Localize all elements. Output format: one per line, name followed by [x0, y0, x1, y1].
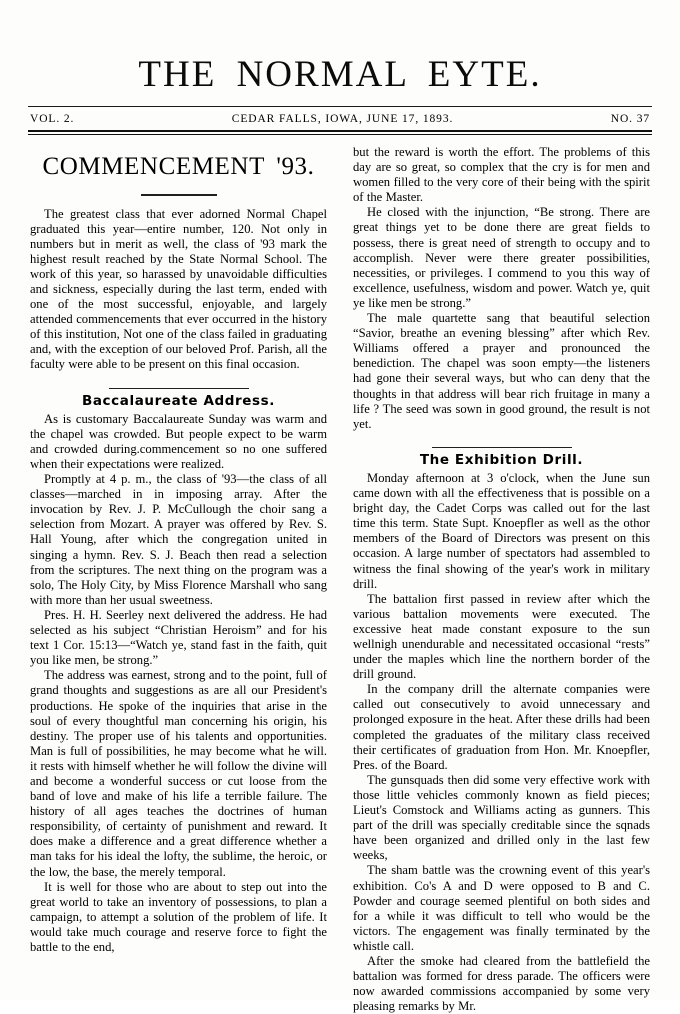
masthead-rule-bottom: [28, 130, 652, 135]
column-left: [30, 145, 327, 955]
article-columns: [30, 145, 650, 1014]
article-paragraph: The greatest class that ever adorned Normal Chapel graduated this year—entire number, 120. Not only in numbers but in merit as well, the class of '93 mark the highest result reached by the State Normal School. The work of this year, so harassed by unavoidable difficulties and sickness, especially during the last term, ended with one of the most successful, enjoyable, and largely attended commencements that ever occurred in the history of this institution, Not one of the class failed in graduating and, with the exception of our beloved Prof. Parish, all the faculty were able to be present on this final occasion.: [30, 206, 327, 372]
place-date-label: CEDAR FALLS, IOWA, JUNE 17, 1893.: [231, 113, 454, 125]
article-paragraph: The gunsquads then did some very effective work with those little vehicles commonly known as field pieces; Lieut's Comstock and Williams acting as gunners. This part of the drill was specially creditable since the sqnads have been organized and drilled only in the last few weeks,: [353, 772, 650, 863]
article-paragraph: After the smoke had cleared from the battlefield the battalion was formed for dress parade. The officers were now awarded commissions accompanied by some very pleasing remarks by Mr.: [353, 953, 650, 1014]
article-paragraph: The male quartette sang that beautiful selection “Savior, breathe an evening blessing” after which Rev. Williams offered a prayer and pronounced the benediction. The chapel was soon empty—the listeners had gone their several ways, but who can deny that the thoughts in that address will bear rich fruitage in many a life ? The seed was sown in good ground, the result is not yet.: [353, 311, 650, 431]
issue-number-label: NO. 37: [610, 113, 650, 125]
section-divider: [432, 447, 572, 448]
masthead: [0, 0, 680, 93]
column-right: [353, 145, 650, 1014]
article-paragraph: The battalion first passed in review after which the various battalion movements were executed. The excessive heat made constant exposure to the sun wellnigh unendurable and necessitated occasional “rests” under the maples which line the northern border of the drill ground.: [353, 591, 650, 682]
section-heading: The Exhibition Drill.: [419, 451, 584, 468]
article-paragraph: In the company drill the alternate companies were called out consecutively to avoid unnecessary and prolonged exposure in the heat. After these drills had been completed the graduates of the military class received their certificates of graduation from Hon. Mr. Knoepfler, Pres. of the Board.: [353, 682, 650, 772]
masthead-rule-top: [28, 106, 652, 107]
article-paragraph: The address was earnest, strong and to the point, full of grand thoughts and suggestions as are all our President's productions. He spoke of the inquiries that arise in the soul of every thoughtful man concerning his origin, his destiny. The proper use of his talents and opportunities. Man is full of possibilities, he may become what he will. it rests with himself whether he will follow the divine will and become a wonderful success or cut loose from the band of love and make of his life a terrible failure. The history of all ages teaches the doctrines of human responsibility, of certainty of punishment and reward. It does make a difference and a great difference whether a man taks for his ideal the lofty, the sublime, the heroic, or the low, the base, the merely temporal.: [30, 668, 327, 879]
article-headline: COMMENCEMENT '93.: [42, 153, 315, 180]
article-paragraph: The sham battle was the crowning event of this year's exhibition. Co's A and D were opposed to B and C. Powder and courage seemed plentiful on both sides and for a while it was difficult to tell who would be the victors. The engagement was finally terminated by the whistle call.: [353, 863, 650, 953]
article-paragraph: Promptly at 4 p. m., the class of '93—the class of all classes—marched in in imposing array. After the invocation by Rev. J. P. McCullough the choir sang a selection from Mozart. A prayer was offered by Rev. S. Hall Young, after which the congregation united in singing a hymn. Rev. S. J. Beach then read a selection from the scriptures. The next thing on the program was a solo, The Holy City, by Miss Florence Marshall who sang with more than her usual sweetness.: [30, 472, 327, 607]
headline-divider: [141, 194, 217, 196]
article-paragraph: He closed with the injunction, “Be strong. There are great things yet to be done there are great fields to possess, there is great need of strength to occupy and to accomplish. Never were there greater possibilities, necessities, or privileges. I commend to you this way of excellence, usefulness, wisdom and power. Watch ye, quit ye like men be strong.”: [353, 205, 650, 310]
section-heading: Baccalaureate Address.: [81, 392, 276, 409]
article-paragraph: Monday afternoon at 3 o'clock, when the June sun came down with all the effectiveness that is possible on a bright day, the Cadet Corps was called out for the last time this term. State Supt. Knoepfler as well as the othor members of the Board of Directors was present on this occasion. A large number of spectators had assembled to witness the final showing of the year's work in military drill.: [353, 470, 650, 591]
issue-info-bar: [30, 113, 650, 125]
article-paragraph: It is well for those who are about to step out into the great world to take an inventory of possessions, to plan a campaign, to attempt a solution of the problem of life. It would take much courage and reserve force to fight the battle to the end,: [30, 879, 327, 954]
publication-title: THE NORMAL EYTE.: [138, 54, 542, 95]
section-divider: [109, 388, 249, 389]
article-paragraph: Pres. H. H. Seerley next delivered the address. He had selected as his subject “Christian Heroism” and for his text 1 Cor. 15:13—“Watch ye, stand fast in the faith, quit you like men, be strong.”: [30, 607, 327, 668]
article-paragraph: but the reward is worth the effort. The problems of this day are so great, so complex that the cry is for men and women filled to the very core of their being with the spirit of the Master.: [353, 145, 650, 205]
article-paragraph: As is customary Baccalaureate Sunday was warm and the chapel was crowded. But people expect to be warm and crowded during.commencement so no one suffered when their expectations were realized.: [30, 411, 327, 471]
volume-label: VOL. 2.: [30, 113, 75, 125]
